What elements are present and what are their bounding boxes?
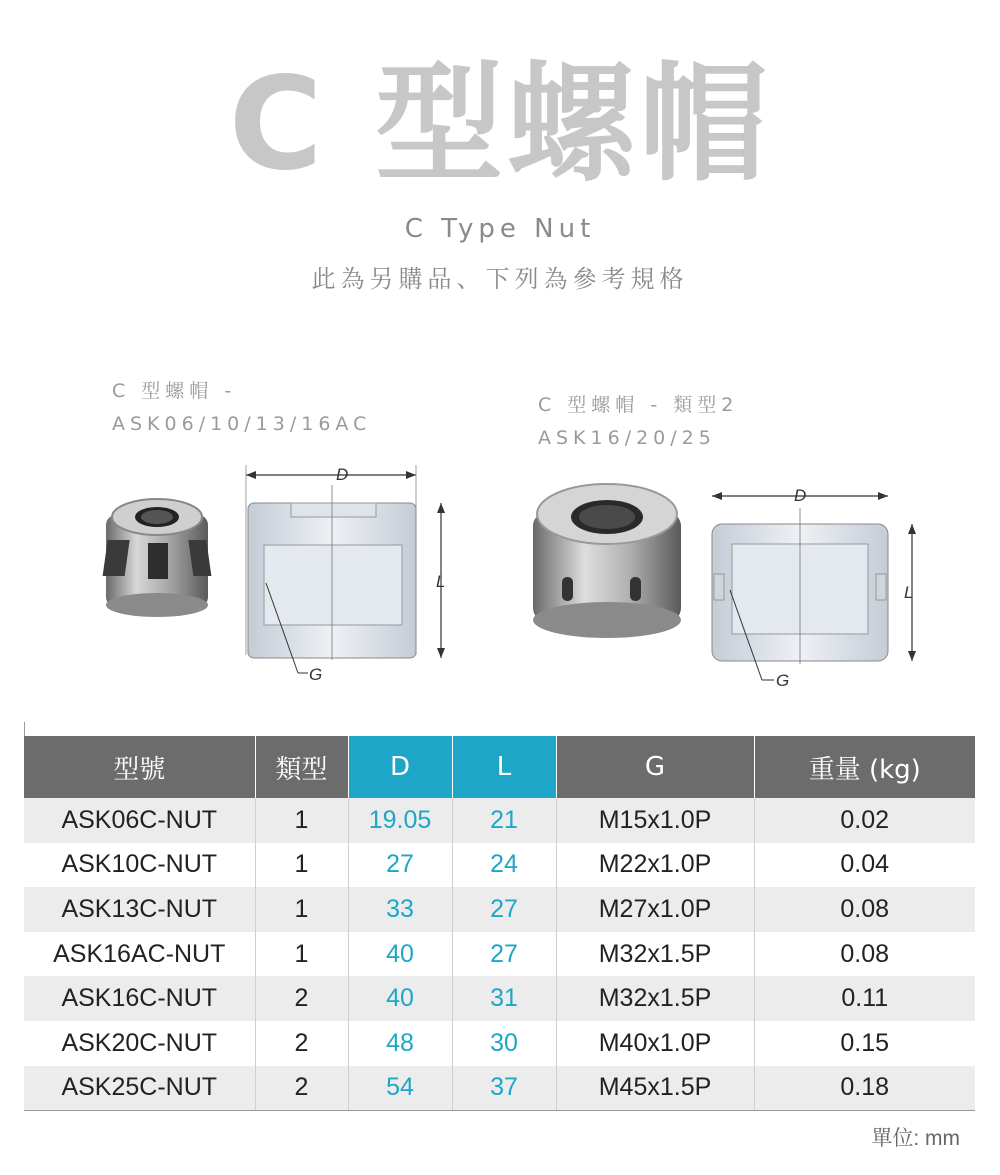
cell-l: 30 xyxy=(452,1021,556,1066)
cell-weight: 0.08 xyxy=(754,887,975,932)
header-model: 型號 xyxy=(24,736,255,798)
cell-weight: 0.15 xyxy=(840,1028,890,1057)
product-1-caption-line2: ASK06/10/13/16AC xyxy=(112,413,372,435)
cell-model: ASK16AC-NUT xyxy=(24,932,255,977)
cell-model: ASK20C-NUT xyxy=(24,1021,255,1066)
cell-d: 54 xyxy=(348,1066,452,1111)
cell-type: 1 xyxy=(255,932,348,977)
cell-type: 1 xyxy=(255,843,348,888)
spec-table xyxy=(24,736,975,1111)
cell-g: M32x1.5P xyxy=(556,976,754,1021)
table-row xyxy=(24,1066,975,1111)
product-2-dimension-diagram xyxy=(700,478,930,698)
product-1-caption-line1: C 型螺帽 - xyxy=(112,380,237,402)
cell-model: ASK13C-NUT xyxy=(24,887,255,932)
cell-type: 1 xyxy=(255,887,348,932)
table-header-row xyxy=(24,736,975,798)
cell-type: 2 xyxy=(255,976,348,1021)
g-label: G xyxy=(309,665,323,684)
cell-model: ASK16C-NUT xyxy=(24,976,255,1021)
cell-type: 1 xyxy=(255,798,348,843)
header-l: L xyxy=(452,736,556,798)
l-label-2: L xyxy=(904,583,914,602)
cell-weight: 0.18 xyxy=(754,1066,975,1111)
product-2-caption xyxy=(538,389,738,455)
header-g: G xyxy=(556,736,754,798)
d-label: D xyxy=(336,465,349,484)
table-row xyxy=(24,932,975,977)
cell-g: M40x1.0P xyxy=(556,1021,754,1066)
cell-l: 27 xyxy=(452,932,556,977)
product-1-caption xyxy=(112,375,371,441)
cell-model: ASK06C-NUT xyxy=(24,798,255,843)
cell-d: 33 xyxy=(348,887,452,932)
table-row xyxy=(24,843,975,888)
cell-g: M15x1.0P xyxy=(556,798,754,843)
table-left-rule xyxy=(24,722,25,736)
cell-weight: 0.02 xyxy=(754,798,975,843)
cell-model: ASK25C-NUT xyxy=(24,1066,255,1111)
cell-d: 27 xyxy=(348,843,452,888)
page-title: C 型螺帽 xyxy=(228,50,772,199)
table-row xyxy=(24,976,975,1021)
cell-g: M27x1.0P xyxy=(556,887,754,932)
header-d: D xyxy=(348,736,452,798)
subtitle-chinese: 此為另購品、下列為參考規格 xyxy=(311,265,689,293)
cell-weight: 0.04 xyxy=(840,850,890,879)
subtitle-english: C Type Nut xyxy=(404,214,596,244)
cell-l: 21 xyxy=(452,798,556,843)
header-type: 類型 xyxy=(255,736,348,798)
cell-type: 2 xyxy=(255,1021,348,1066)
product-2-caption-line2: ASK16/20/25 xyxy=(538,427,716,449)
product-1-dimension-diagram xyxy=(236,455,456,695)
cell-model: ASK10C-NUT xyxy=(24,843,255,888)
cell-l: 27 xyxy=(452,887,556,932)
table-row xyxy=(24,887,975,932)
cell-g: M32x1.5P xyxy=(556,932,754,977)
cell-l: 24 xyxy=(452,843,556,888)
cell-d: 48 xyxy=(348,1021,452,1066)
cell-g: M45x1.5P xyxy=(556,1066,754,1111)
table-row xyxy=(24,1021,975,1066)
cell-d: 19.05 xyxy=(348,798,452,843)
cell-d: 40 xyxy=(348,976,452,1021)
cell-weight: 0.11 xyxy=(754,976,975,1021)
cell-d: 40 xyxy=(348,932,452,977)
g-label-2: G xyxy=(776,671,790,690)
product-2-photo xyxy=(525,472,690,642)
cell-type: 2 xyxy=(255,1066,348,1111)
unit-note: 單位: mm xyxy=(871,1127,960,1150)
header-weight: 重量 (kg) xyxy=(754,736,975,798)
cell-l: 31 xyxy=(452,976,556,1021)
l-label: L xyxy=(436,572,446,591)
cell-weight: 0.08 xyxy=(840,939,890,968)
cell-l: 37 xyxy=(452,1066,556,1111)
cell-g: M22x1.0P xyxy=(556,843,754,888)
table-row xyxy=(24,798,975,843)
product-2-caption-line1: C 型螺帽 - 類型2 xyxy=(538,394,739,416)
product-1-photo xyxy=(100,495,215,620)
d-label-2: D xyxy=(794,486,807,505)
